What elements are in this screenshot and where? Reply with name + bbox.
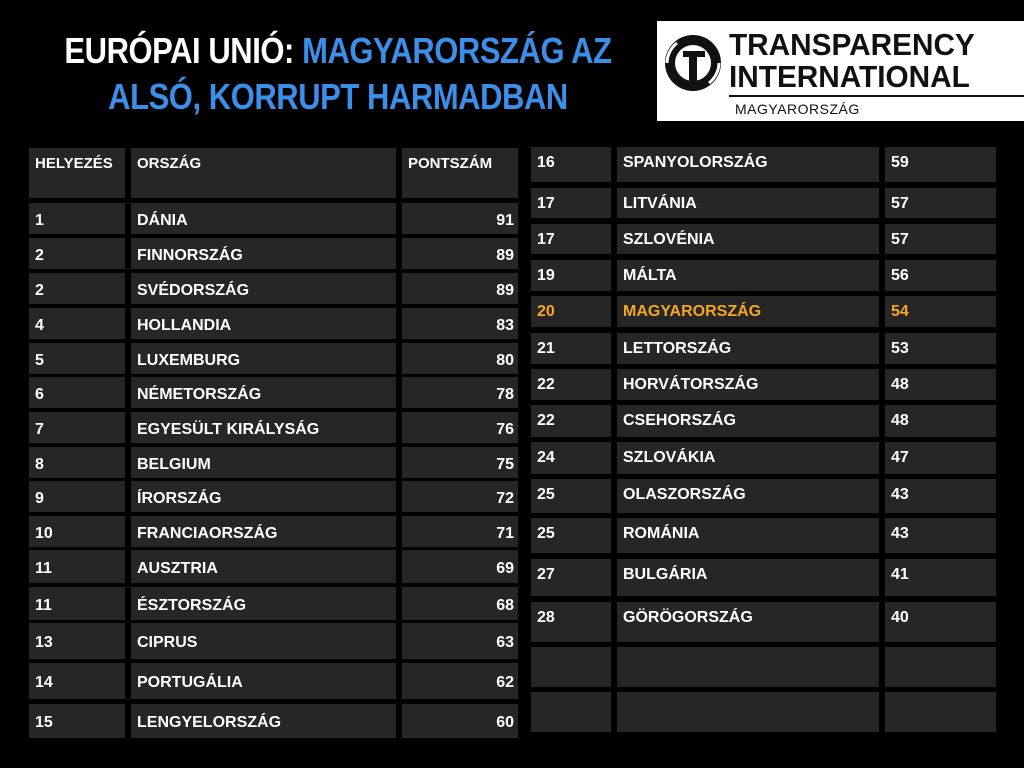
score-cell: 75 (402, 447, 518, 478)
rank-cell: 25 (531, 518, 611, 553)
country-cell: BELGIUM (131, 447, 396, 478)
score-cell: 40 (885, 602, 996, 642)
transparency-international-logo (657, 21, 1024, 121)
rank-cell: 10 (29, 516, 125, 547)
country-cell: FRANCIAORSZÁG (131, 516, 396, 547)
country-cell: OLASZORSZÁG (617, 479, 879, 513)
score-cell: 76 (402, 412, 518, 443)
rank-cell: 27 (531, 559, 611, 596)
rank-cell: 1 (29, 203, 125, 234)
score-cell: 63 (402, 623, 518, 659)
header-score: PONTSZÁM (402, 148, 518, 198)
country-cell: GÖRÖGORSZÁG (617, 602, 879, 642)
score-cell: 91 (402, 203, 518, 234)
rank-cell: 22 (531, 369, 611, 400)
score-cell: 53 (885, 333, 996, 364)
score-cell: 89 (402, 273, 518, 304)
score-cell: 57 (885, 188, 996, 218)
rank-cell: 2 (29, 238, 125, 269)
rank-cell: 15 (29, 704, 125, 738)
rank-cell: 6 (29, 377, 125, 408)
title-part-blue-2: ALSÓ, KORRUPT HARMADBAN (108, 76, 568, 117)
country-cell: ÉSZTORSZÁG (131, 587, 396, 620)
rank-cell: 17 (531, 188, 611, 218)
country-cell (617, 647, 879, 687)
country-cell: BULGÁRIA (617, 559, 879, 596)
country-cell: NÉMETORSZÁG (131, 377, 396, 408)
country-cell: ROMÁNIA (617, 518, 879, 553)
score-cell: 43 (885, 479, 996, 513)
country-cell: PORTUGÁLIA (131, 663, 396, 699)
rank-cell: 19 (531, 260, 611, 291)
country-cell: MAGYARORSZÁG (617, 296, 879, 327)
header (0, 0, 1024, 136)
logo-subtitle: MAGYARORSZÁG (735, 101, 860, 117)
ti-logo-icon (663, 29, 723, 97)
rank-cell (531, 647, 611, 687)
score-cell: 89 (402, 238, 518, 269)
score-cell: 57 (885, 224, 996, 254)
score-cell: 47 (885, 442, 996, 474)
country-cell: LITVÁNIA (617, 188, 879, 218)
ranking-table (0, 136, 1024, 768)
score-cell: 78 (402, 377, 518, 408)
country-cell: ÍRORSZÁG (131, 481, 396, 512)
country-cell (617, 692, 879, 732)
country-cell: SPANYOLORSZÁG (617, 147, 879, 182)
rank-cell: 11 (29, 550, 125, 583)
score-cell (885, 647, 996, 687)
country-cell: SZLOVÁKIA (617, 442, 879, 474)
rank-cell: 20 (531, 296, 611, 327)
rank-cell: 11 (29, 587, 125, 620)
score-cell: 59 (885, 147, 996, 182)
rank-cell: 7 (29, 412, 125, 443)
rank-cell: 17 (531, 224, 611, 254)
score-cell: 43 (885, 518, 996, 553)
title-part-white: EURÓPAI UNIÓ: (64, 30, 303, 71)
score-cell: 72 (402, 481, 518, 512)
country-cell: CSEHORSZÁG (617, 405, 879, 437)
rank-cell: 2 (29, 273, 125, 304)
rank-cell: 24 (531, 442, 611, 474)
rank-cell: 21 (531, 333, 611, 364)
rank-cell: 13 (29, 623, 125, 659)
page-title (47, 28, 628, 120)
score-cell: 48 (885, 369, 996, 400)
country-cell: EGYESÜLT KIRÁLYSÁG (131, 412, 396, 443)
country-cell: HORVÁTORSZÁG (617, 369, 879, 400)
country-cell: CIPRUS (131, 623, 396, 659)
rank-cell: 25 (531, 479, 611, 513)
country-cell: LENGYELORSZÁG (131, 704, 396, 738)
logo-rule (729, 95, 1024, 97)
logo-line-1: TRANSPARENCY (729, 27, 975, 62)
country-cell: HOLLANDIA (131, 308, 396, 339)
score-cell: 60 (402, 704, 518, 738)
rank-cell: 9 (29, 481, 125, 512)
country-cell: SZLOVÉNIA (617, 224, 879, 254)
score-cell: 68 (402, 587, 518, 620)
title-part-blue: MAGYARORSZÁG AZ (302, 30, 612, 71)
country-cell: DÁNIA (131, 203, 396, 234)
score-cell: 56 (885, 260, 996, 291)
rank-cell: 22 (531, 405, 611, 437)
country-cell: LUXEMBURG (131, 343, 396, 374)
country-cell: SVÉDORSZÁG (131, 273, 396, 304)
score-cell: 48 (885, 405, 996, 437)
country-cell: MÁLTA (617, 260, 879, 291)
score-cell: 71 (402, 516, 518, 547)
score-cell: 83 (402, 308, 518, 339)
country-cell: AUSZTRIA (131, 550, 396, 583)
header-country: ORSZÁG (131, 148, 396, 198)
logo-line-2: INTERNATIONAL (729, 59, 970, 94)
score-cell: 62 (402, 663, 518, 699)
rank-cell: 8 (29, 447, 125, 478)
score-cell: 54 (885, 296, 996, 327)
country-cell: FINNORSZÁG (131, 238, 396, 269)
rank-cell: 28 (531, 602, 611, 642)
rank-cell (531, 692, 611, 732)
rank-cell: 5 (29, 343, 125, 374)
score-cell: 41 (885, 559, 996, 596)
score-cell: 69 (402, 550, 518, 583)
rank-cell: 14 (29, 663, 125, 699)
rank-cell: 4 (29, 308, 125, 339)
score-cell: 80 (402, 343, 518, 374)
score-cell (885, 692, 996, 732)
header-rank: HELYEZÉS (29, 148, 125, 198)
country-cell: LETTORSZÁG (617, 333, 879, 364)
rank-cell: 16 (531, 147, 611, 182)
